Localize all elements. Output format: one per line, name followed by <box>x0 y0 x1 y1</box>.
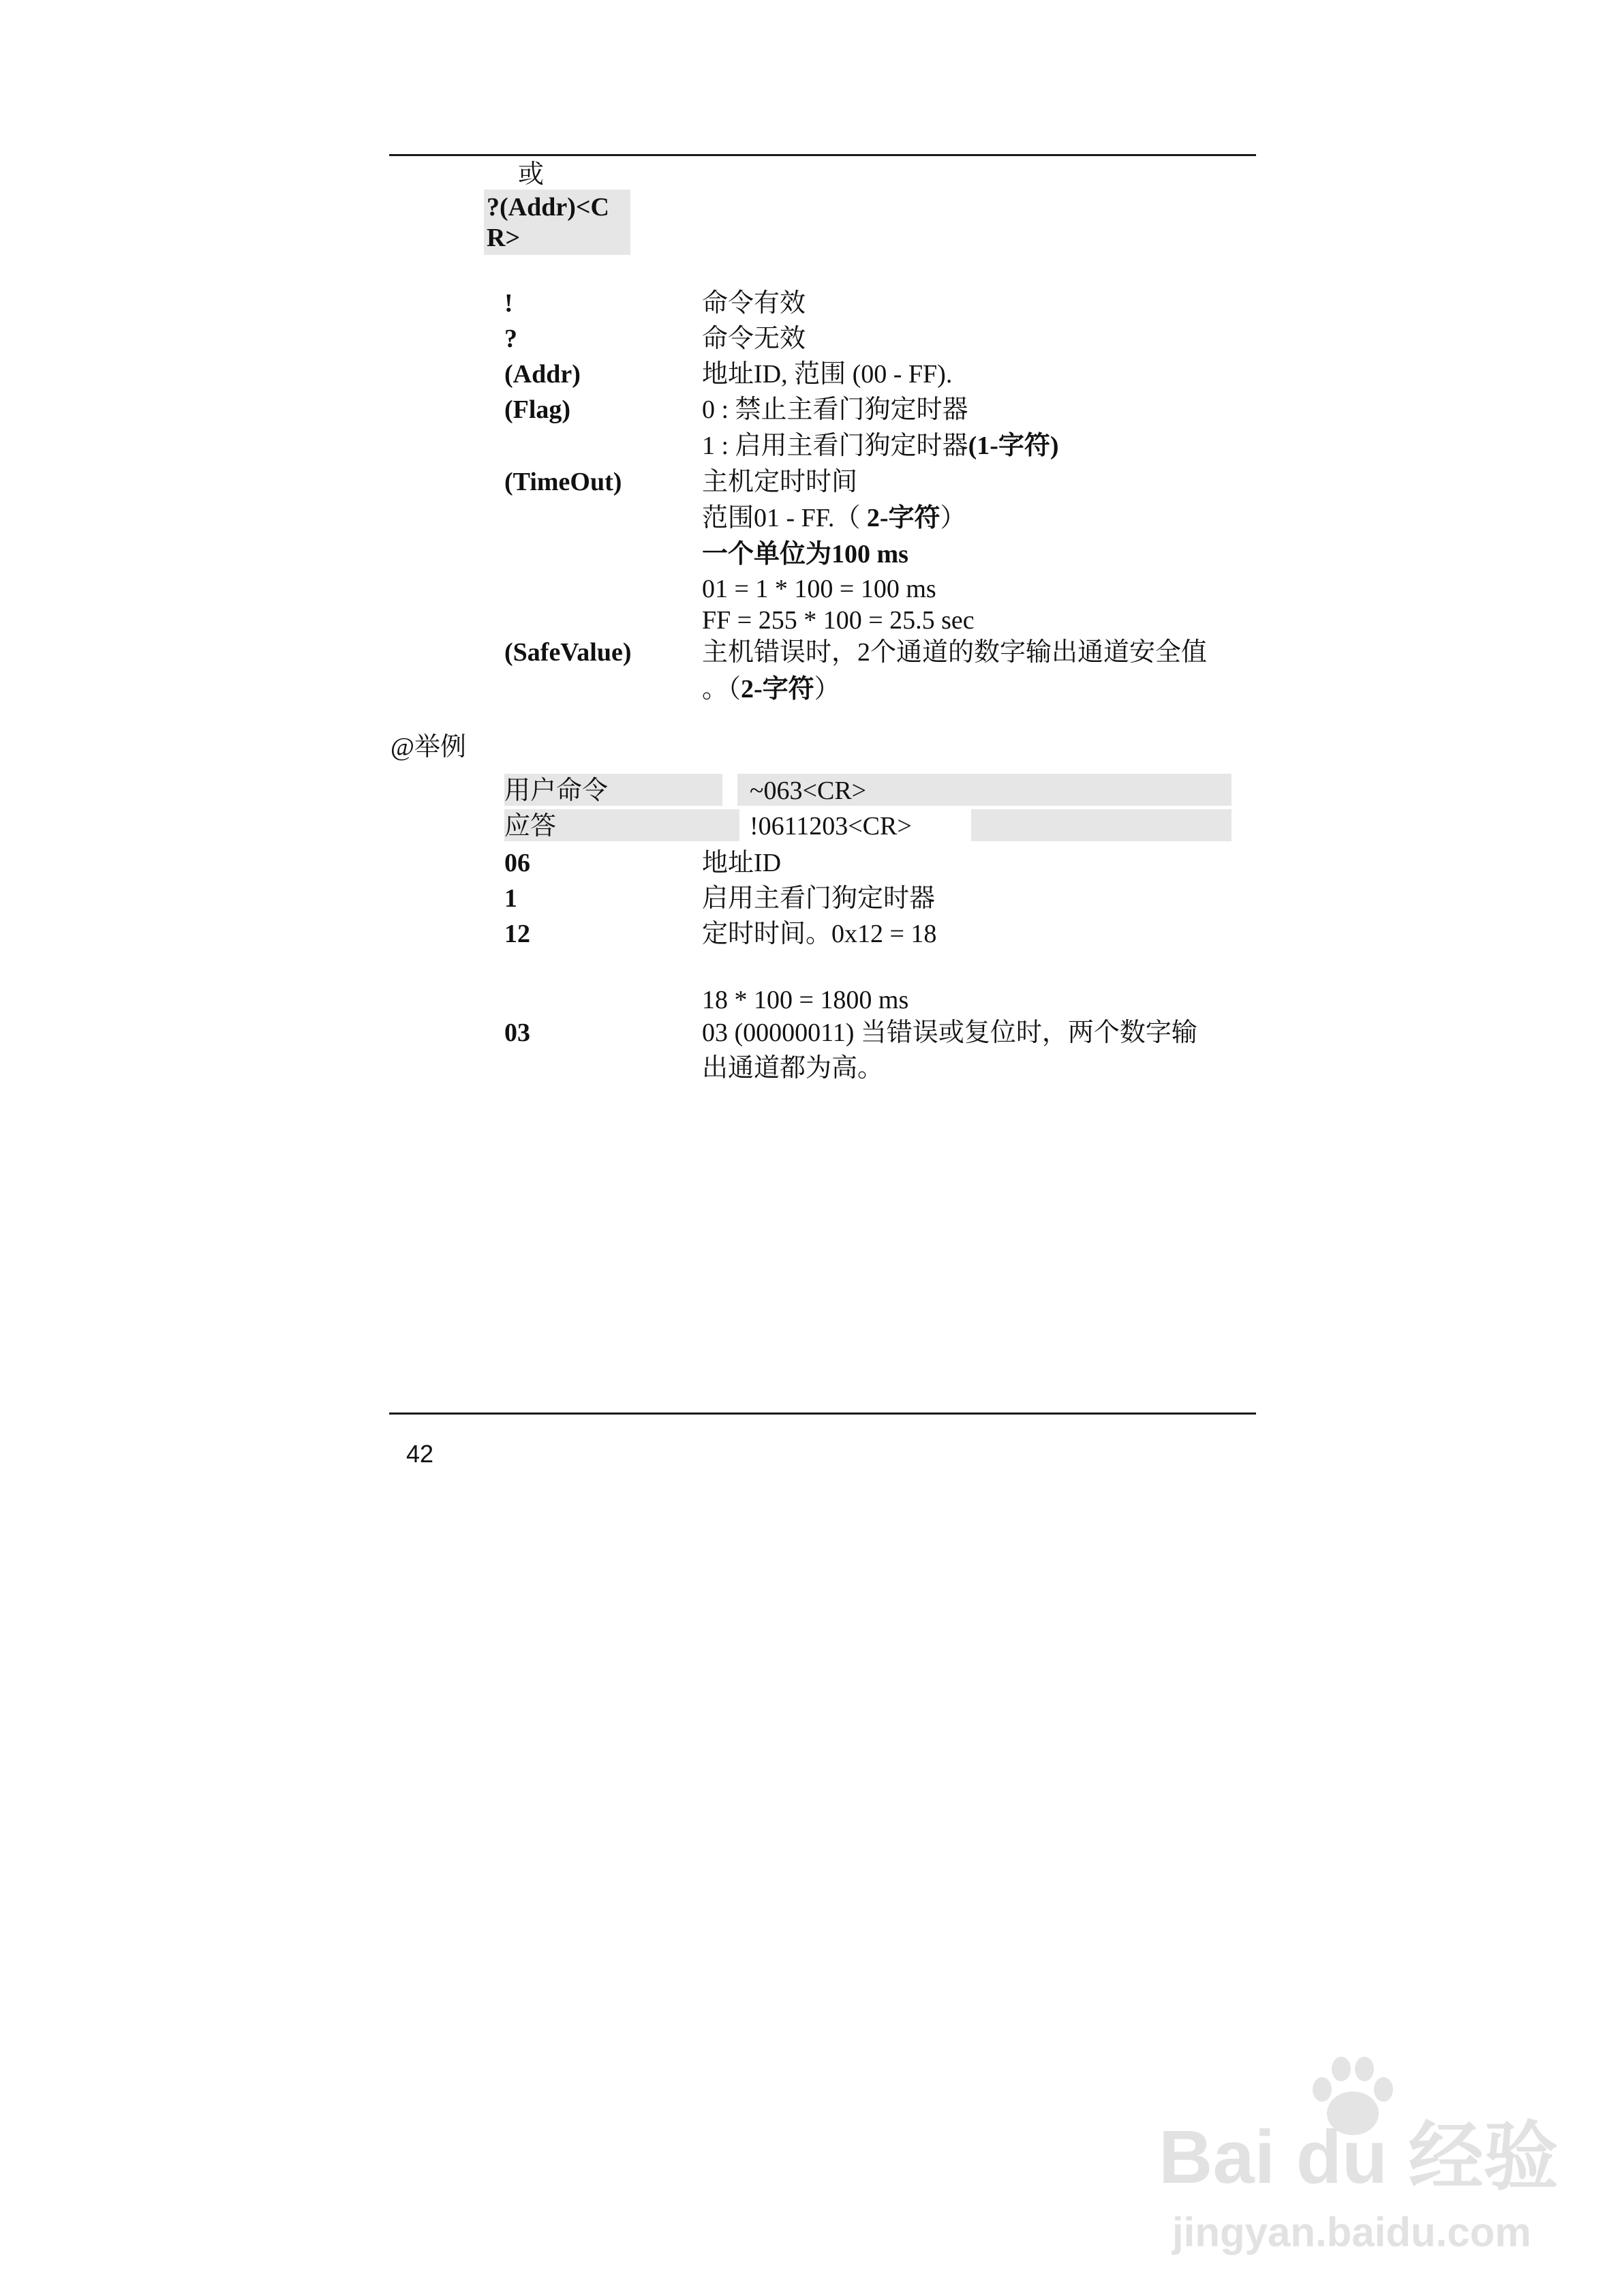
example-desc-12: 定时时间。0x12 = 18 <box>702 920 937 948</box>
desc-timeout-4: FF = 255 * 100 = 25.5 sec <box>702 606 975 635</box>
command-line-2: R> <box>487 224 521 252</box>
desc-flag-1: 1 : 启用主看门狗定时器(1-字符) <box>702 432 1059 460</box>
term-flag: (Flag) <box>504 395 571 424</box>
page-number: 42 <box>406 1440 434 1468</box>
desc-safevalue-1: 。（2-字符） <box>702 675 840 704</box>
example-term-12: 12 <box>504 920 530 948</box>
example-desc-06: 地址ID <box>702 849 782 877</box>
example-desc-03-0: 03 (00000011) 当错误或复位时，两个数字输 <box>702 1018 1197 1047</box>
watermark <box>1159 2045 1559 2270</box>
response-value-shade <box>971 809 1231 841</box>
example-term-03: 03 <box>504 1018 530 1047</box>
desc-timeout-2: 一个单位为100 ms <box>702 540 908 569</box>
or-label: 或 <box>518 160 545 189</box>
desc-timeout-1: 范围01 - FF.（ 2-字符） <box>702 504 966 532</box>
example-term-06: 06 <box>504 849 530 877</box>
desc-question: 命令无效 <box>702 324 806 353</box>
user-cmd-value: ~063<CR> <box>750 776 867 805</box>
term-timeout: (TimeOut) <box>504 468 622 496</box>
desc-flag-0: 0 : 禁止主看门狗定时器 <box>702 395 968 424</box>
command-line-1: ?(Addr)<C <box>487 193 609 222</box>
example-desc-1: 启用主看门狗定时器 <box>702 884 936 913</box>
desc-addr: 地址ID, 范围 (00 - FF). <box>702 360 953 389</box>
watermark-brand: Bai du 经验 <box>1159 2115 1559 2199</box>
desc-safevalue-0: 主机错误时，2个通道的数字输出通道安全值 <box>702 638 1208 667</box>
example-desc-calc: 18 * 100 = 1800 ms <box>702 986 909 1014</box>
bottom-rule <box>389 1413 1256 1415</box>
example-term-1: 1 <box>504 884 517 913</box>
response-label: 应答 <box>504 812 557 841</box>
desc-timeout-0: 主机定时时间 <box>702 468 858 496</box>
example-heading: @举例 <box>391 733 466 761</box>
user-cmd-label: 用户命令 <box>504 776 609 805</box>
top-rule <box>389 154 1256 156</box>
response-value: !0611203<CR> <box>750 812 912 841</box>
desc-timeout-3: 01 = 1 * 100 = 100 ms <box>702 575 936 603</box>
watermark-url: jingyan.baidu.com <box>1172 2209 1531 2255</box>
term-safevalue: (SafeValue) <box>504 638 632 667</box>
example-desc-03-1: 出通道都为高。 <box>702 1054 884 1083</box>
term-question: ? <box>504 324 517 353</box>
desc-exclaim: 命令有效 <box>702 289 806 318</box>
term-exclaim: ! <box>504 289 513 318</box>
term-addr: (Addr) <box>504 360 581 389</box>
